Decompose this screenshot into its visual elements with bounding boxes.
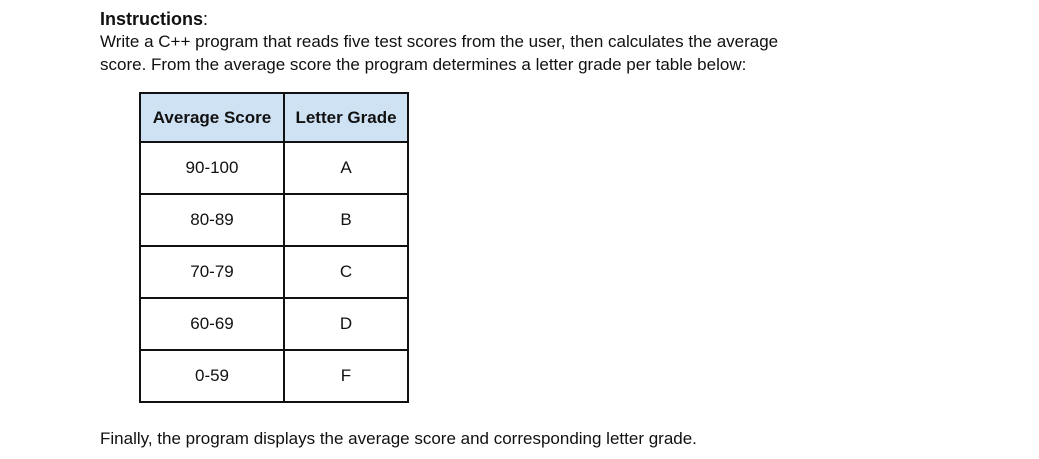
letter-grade-cell: D [284, 298, 408, 350]
instructions-heading [100, 8, 1000, 30]
instructions-block [100, 8, 1000, 76]
closing-paragraph: Finally, the program displays the average score and corresponding letter grade. [100, 429, 697, 448]
letter-grade-cell: F [284, 350, 408, 402]
score-range-cell: 70-79 [140, 246, 284, 298]
instructions-line-1: Write a C++ program that reads five test scores from the user, then calculates the average [100, 32, 779, 51]
table-row [140, 194, 408, 246]
score-range-cell: 90-100 [140, 142, 284, 194]
table-row [140, 142, 408, 194]
instructions-colon: : [203, 9, 209, 29]
table-row [140, 298, 408, 350]
table-row [140, 350, 408, 402]
header-letter-grade: Letter Grade [284, 93, 408, 142]
score-range-cell: 80-89 [140, 194, 284, 246]
score-range-cell: 0-59 [140, 350, 284, 402]
letter-grade-cell: B [284, 194, 408, 246]
header-average-score: Average Score [140, 93, 284, 142]
score-range-cell: 60-69 [140, 298, 284, 350]
table-row [140, 246, 408, 298]
instructions-label: Instructions [100, 9, 204, 29]
letter-grade-cell: C [284, 246, 408, 298]
grade-table [139, 92, 409, 403]
grade-table-header-row [140, 93, 408, 142]
instructions-line-2: score. From the average score the program determines a letter grade per table below: [100, 55, 747, 74]
letter-grade-cell: A [284, 142, 408, 194]
